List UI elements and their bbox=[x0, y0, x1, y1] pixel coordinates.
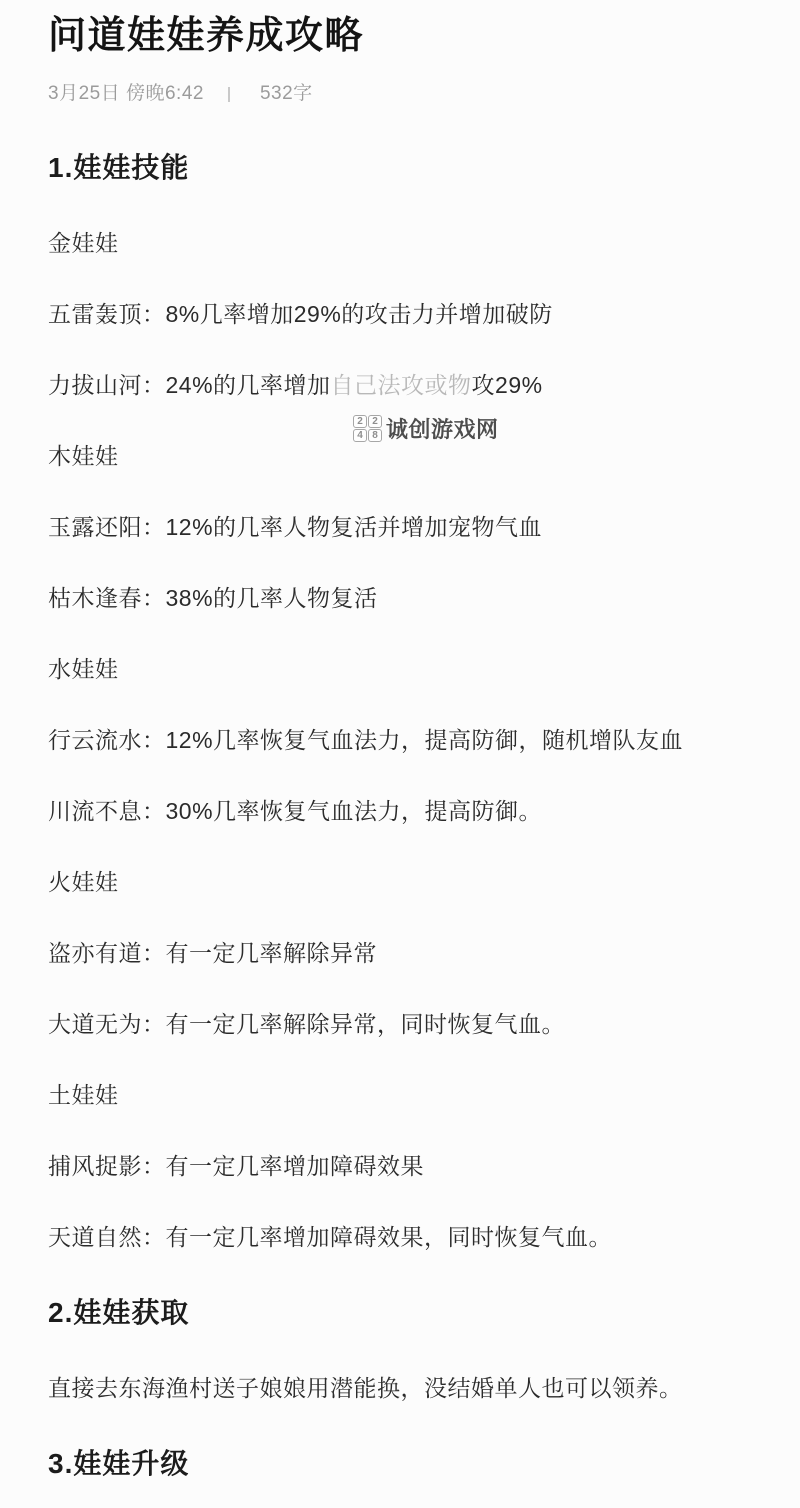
meta-row bbox=[48, 84, 752, 104]
line-text: 攻29% bbox=[471, 372, 543, 398]
paragraph-line: 直接去东海渔村送子娘娘用潜能换，没结婚单人也可以领养。 bbox=[48, 1375, 683, 1401]
paragraph-line: 玉露还阳：12%的几率人物复活并增加宠物气血 bbox=[48, 514, 543, 540]
paragraph-line: 盗亦有道：有一定几率解除异常 bbox=[48, 940, 377, 966]
watermark-digit: 8 bbox=[368, 429, 382, 442]
watermark-digit: 2 bbox=[368, 415, 382, 428]
line-text-faded-by-watermark: 自己法攻或物 bbox=[330, 372, 472, 398]
paragraph-line: 枯木逢春：38%的几率人物复活 bbox=[48, 585, 378, 611]
paragraph-line: 水娃娃 bbox=[48, 656, 119, 682]
paragraph-line: 捕风捉影：有一定几率增加障碍效果 bbox=[48, 1153, 424, 1179]
paragraph-line-watermarked bbox=[48, 374, 752, 397]
paragraph-line: 天道自然：有一定几率增加障碍效果，同时恢复气血。 bbox=[48, 1224, 612, 1250]
paragraph-line: 川流不息：30%几率恢复气血法力，提高防御。 bbox=[48, 798, 543, 824]
watermark-digit: 4 bbox=[353, 429, 367, 442]
paragraph-line: 木娃娃 bbox=[48, 443, 119, 469]
line-text: 力拔山河：24%的几率增加 bbox=[48, 372, 331, 398]
watermark-site-name: 诚创游戏网 bbox=[386, 417, 499, 442]
meta-word-count: 532字 bbox=[259, 83, 313, 104]
watermark-digit: 2 bbox=[353, 415, 367, 428]
paragraph-line: 金娃娃 bbox=[48, 230, 119, 256]
paragraph-line: 五雷轰顶：8%几率增加29%的攻击力并增加破防 bbox=[48, 301, 553, 327]
section-heading: 3.娃娃升级 bbox=[48, 1448, 190, 1479]
section-heading: 2.娃娃获取 bbox=[48, 1297, 190, 1328]
meta-divider bbox=[228, 87, 230, 102]
section-heading: 1.娃娃技能 bbox=[48, 152, 190, 183]
paragraph-line: 大道无为：有一定几率解除异常，同时恢复气血。 bbox=[48, 1011, 565, 1037]
article-body bbox=[48, 152, 752, 1480]
paragraph-line: 行云流水：12%几率恢复气血法力，提高防御，随机增队友血 bbox=[48, 727, 684, 753]
page-title: 问道娃娃养成攻略 bbox=[48, 15, 365, 57]
meta-date-time: 3月25日 傍晚6:42 bbox=[48, 83, 204, 104]
paragraph-line: 土娃娃 bbox=[48, 1082, 119, 1108]
paragraph-line: 火娃娃 bbox=[48, 869, 119, 895]
